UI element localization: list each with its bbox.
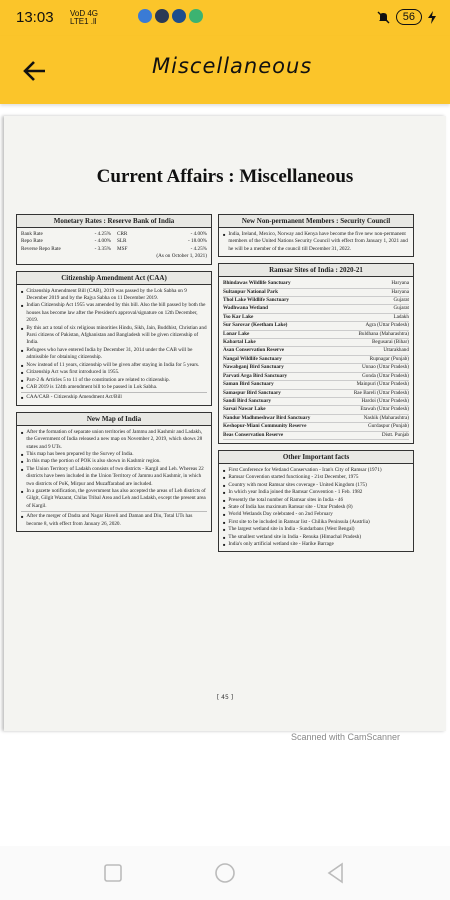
recents-button-icon[interactable] [100,860,126,886]
facts-header: Other Important facts [219,451,413,464]
app-icon-blue [138,9,152,23]
fact-item: ■ Ramsar Convention started functioning - 21st December, 1975 [223,474,409,481]
monetary-rates-box [16,214,212,265]
rates-grid [21,231,207,253]
app-icon-dark [155,9,169,23]
scanned-page-image[interactable] [4,116,446,731]
caa-item: ■ Part-2 & Articles 5 to 11 of the constitution are related to citizenship. [21,377,207,384]
map-footnote: ■ After the merger of Dadra and Nagar Haveli and Daman and Diu, Total UTs has become 8, with effect from January 26, 2020. [21,513,207,528]
facts-box [218,450,414,552]
ramsar-site-row: Nawabganj Bird Sanctuary Unnao (Uttar Pradesh) [223,364,409,372]
right-column [218,214,414,558]
map-item: ■ In a gazette notification, the government has also accepted the areas of Leh districts of Gilgit, Gilgit Wazarat, Chilas Tribal Area and Leh and Ladakh, except the present area of Kargil. [21,488,207,510]
ramsar-site-row: Wadhwana Wetland Gujarat [223,305,409,313]
ramsar-site-row: Sur Sarovar (Keetham Lake) Agra (Uttar Pradesh) [223,322,409,330]
fact-item: ■ State of India has maximum Ramsar site - Uttar Pradesh (8) [223,504,409,511]
mute-icon [377,11,390,24]
map-list [21,429,207,510]
ramsar-site-row: Sandi Bird Sanctuary Hardoi (Uttar Pradesh) [223,398,409,406]
caa-header: Citizenship Amendment Act (CAA) [17,272,211,285]
fact-item: ■ First site to be included in Ramsar list - Chilika Peninsula (Austrlia) [223,519,409,526]
battery-level: 56 [396,9,422,25]
fact-item: ■ Country with most Ramsar sites coverage - United Kingdom (175) [223,482,409,489]
rate-row: SLR - 18.00% [117,238,207,245]
monetary-header: Monetary Rates : Reserve Bank of India [17,215,211,228]
fact-item: ■ First Conference for Wetland Conservation - Iran's City of Ramsar (1971) [223,467,409,474]
home-button-icon[interactable] [212,860,238,886]
unsc-text: ■ India, Ireland, Mexico, Norway and Kenya have become the five new non-permanent members of the United Nations Security Council with effect from January 1, 2021 and he will be a member of the council till December 31, 2022. [223,231,409,253]
ramsar-list [219,277,413,443]
ramsar-header: Ramsar Sites of India : 2020-21 [219,264,413,277]
map-header: New Map of India [17,413,211,426]
back-arrow-icon[interactable] [20,56,50,86]
network-line-2: LTE1 .ll [70,17,97,26]
caa-item: ■ By this act a total of six religious minorities Hindu, Sikh, Jain, Buddhist, Christian and Parsi citizens of Pakistan, Afghanistan and Bangladesh will be given citizenship of India. [21,325,207,347]
rate-row: Repo Rate - 4.00% [21,238,111,245]
left-column [16,214,212,538]
ramsar-site-row: Bhindawas Wildlife Sanctuary Haryana [223,280,409,288]
caa-item: ■ Now instead of 11 years, citizenship will be given after staying in India for 5 years. [21,362,207,369]
map-item: ■ The Union Territory of Ladakh consists of two districts - Kargil and Leh. Whereas 22 districts have been included in the Union Territory of Jammu and Kashmir, in which two districts of PoK, Mirpur and Muzaffarabad are included. [21,466,207,488]
network-indicator [70,10,98,26]
fact-item: ■ The largest wetland site in India - Sundarbans (West Bengal) [223,526,409,533]
status-right [377,9,436,25]
app-icon-green [189,9,203,23]
ramsar-site-row: Lonar Lake Buldhana (Maharashtra) [223,331,409,339]
unsc-box [218,214,414,257]
back-button-icon[interactable] [323,860,349,886]
network-line-1: VoD 4G [70,9,99,18]
ramsar-site-row: Keshopur-Miani Community Reserve Gurdaspur (Punjab) [223,423,409,431]
caa-item: ■ Indian Citizenship Act 1955 was amended by this bill. Also the bill passed by both the houses has become law after the President's approval/signature on 12th December, 2019. [21,302,207,324]
ramsar-site-row: Kabartal Lake Begusarai (Bihar) [223,339,409,347]
facts-list [219,464,413,551]
caa-list [21,288,207,392]
fact-item: ■ India's only artificial wetland site - Harike Barrage [223,541,409,548]
app-bar [0,36,450,104]
ramsar-site-row: Sarsai Nawar Lake Etawah (Uttar Pradesh) [223,406,409,414]
ramsar-site-row: Asan Conservation Reserve Uttarakhand [223,347,409,355]
caa-item: ■ Citizenship Amendment Bill (CAB), 2019 was passed by the Lok Sabha on 9 December 2019 and by the Rajya Sabha on 11 December 2019. [21,288,207,303]
map-item: ■ In this map the portion of POK is also shown in Kashmir region. [21,458,207,465]
fact-item: ■ Presently the total number of Ramsar sites in India - 46 [223,497,409,504]
caa-footnote: ■ CAA/CAB - Citizenship Amendment Act/Bill [21,394,207,401]
map-item: ■ After the formation of separate union territories of Jammu and Kashmir and Ladakh, the Government of India released a new map on November 2, 2019, which shows 28 states and 9 UTs. [21,429,207,451]
ramsar-site-row: Nangal Wildlife Sanctuary Rupnagar (Punjab) [223,356,409,364]
ramsar-site-row: Samaspur Bird Sanctuary Rae Bareli (Uttar Pradesh) [223,390,409,398]
map-box [16,412,212,532]
notification-icons [138,9,203,23]
ramsar-site-row: Thol Lake Wildlife Sanctuary Gujarat [223,297,409,305]
fact-item: ■ The smallest wetland site in India - Renuka (Himachal Pradesh) [223,534,409,541]
rate-row: Bank Rate - 4.25% [21,231,111,237]
map-item: ■ This map has been prepared by the Survey of India. [21,451,207,458]
fact-item: ■ World Wetlands Day celebrated - on 2nd February [223,511,409,518]
system-nav-bar [0,846,450,900]
charging-icon [428,11,436,24]
ramsar-site-row: Sultanpur National Park Haryana [223,289,409,297]
unsc-header: New Non-permanent Members : Security Council [219,215,413,228]
caa-item: ■ Refugees who have entered India by December 31, 2014 under the CAB will be admissible for obtaining citizenship. [21,347,207,362]
caa-item: ■ Citizenship Act was first introduced in 1955. [21,369,207,376]
caa-item: ■ CAB 2019 is 124th amendment bill to be passed in Lok Sabha. [21,384,207,391]
status-time: 13:03 [16,9,54,26]
status-bar [0,0,450,36]
ramsar-site-row: Tso Kar Lake Ladakh [223,314,409,322]
camscanner-watermark: Scanned with CamScanner [291,732,401,742]
caa-box [16,271,212,406]
page-number: [ 45 ] [216,694,234,701]
ramsar-site-row: Parvati Arga Bird Sanctuary Gonda (Uttar Pradesh) [223,373,409,381]
ramsar-site-row: Beas Conservation Reserve Distt. Punjab [223,432,409,440]
ramsar-box [218,263,414,444]
fact-item: ■ In which year India joined the Ramsar Convention - 1 Feb. 1982 [223,489,409,496]
rate-row: MSF - 4.25% [117,245,207,252]
page-title: Miscellaneous [152,54,313,78]
ramsar-site-row: Nandur Madhmeshwar Bird Sanctuary Nashik (Maharashtra) [223,415,409,423]
rate-row: CRR - 4.00% [117,231,207,237]
app-icon-darkblue [172,9,186,23]
rate-row: Reverse Repo Rate - 3.35% [21,245,111,252]
document-title: Current Affairs : Miscellaneous [96,166,354,187]
rates-as-on: (As on October 1, 2021) [156,253,207,260]
ramsar-site-row: Saman Bird Sanctuary Mainpuri (Uttar Pradesh) [223,381,409,389]
